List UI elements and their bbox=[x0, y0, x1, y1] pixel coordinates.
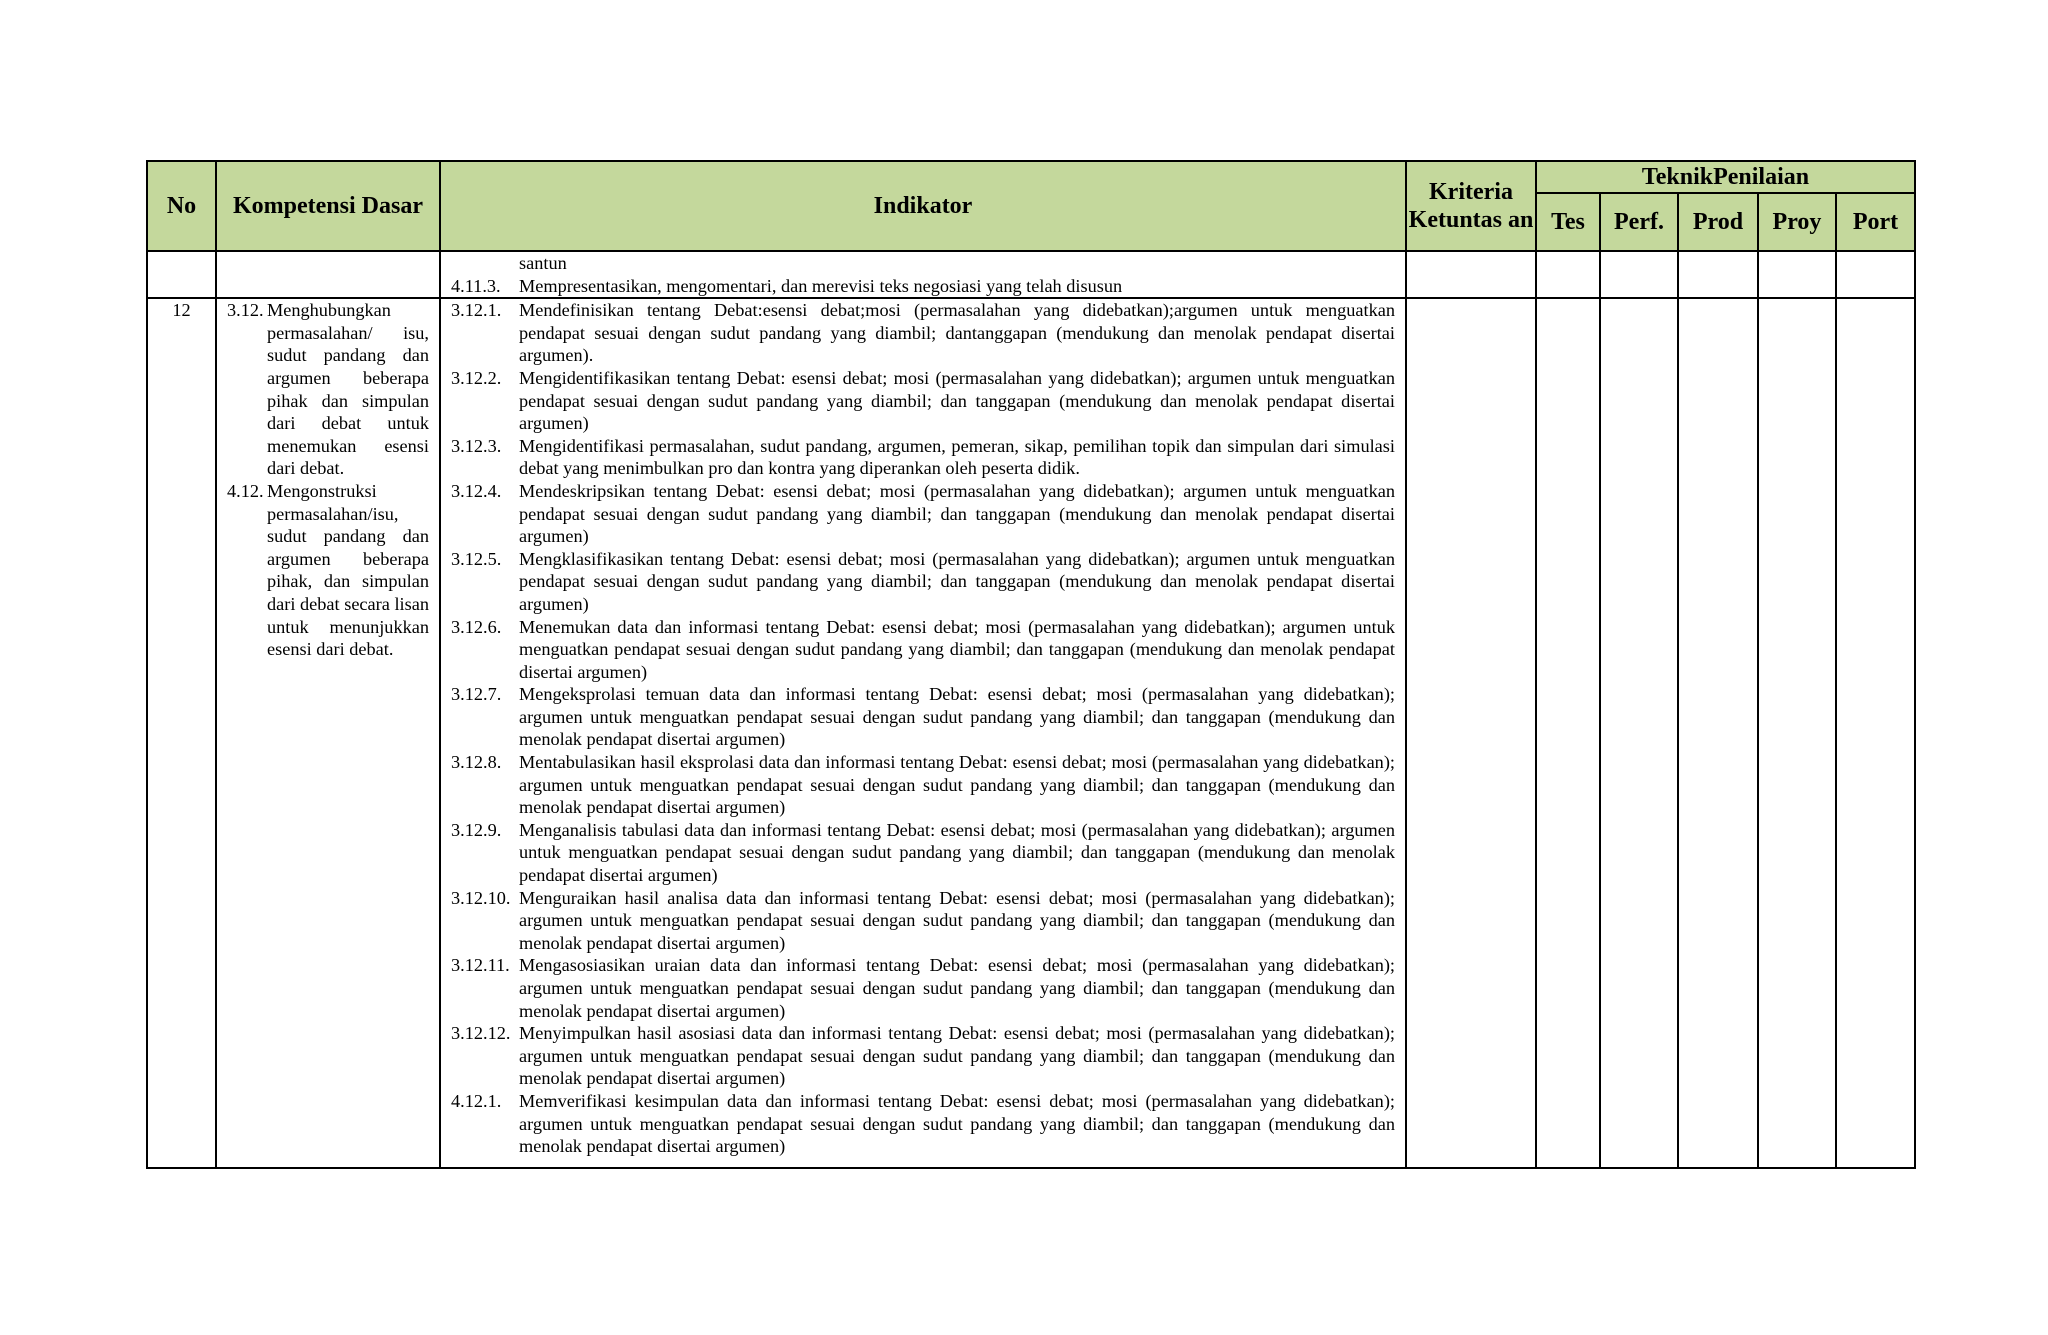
indicator-text: Menemukan data dan informasi tentang Debat: esensi debat; mosi (permasalahan yang didebatkan); argumen untuk menguatkan pendapat sesuai dengan sudut pandang yang diambil; dan tanggapan (mendukung dan menolak pendapat disertai argumen) bbox=[519, 616, 1395, 682]
indicator-carry-text: santun bbox=[519, 253, 567, 273]
kriteria-cell bbox=[1406, 251, 1536, 298]
indicator-number: 3.12.7. bbox=[451, 684, 502, 705]
indicator-item bbox=[451, 299, 1395, 367]
header-kompetensi-dasar: Kompetensi Dasar bbox=[216, 161, 440, 251]
indicator-item bbox=[451, 1090, 1395, 1158]
indicator-text: Menyimpulkan hasil asosiasi data dan informasi tentang Debat: esensi debat; mosi (permasalahan yang didebatkan); argumen untuk menguatkan pendapat sesuai dengan sudut pandang yang diambil; dan tanggapan (mendukung dan menolak pendapat disertai argumen) bbox=[519, 1023, 1395, 1089]
row-number: 12 bbox=[147, 298, 216, 1168]
header-prod: Prod bbox=[1678, 193, 1758, 251]
indicator-number: 3.12.4. bbox=[451, 480, 502, 501]
indikator-cell bbox=[440, 251, 1406, 298]
kompetensi-text: Mengonstruksi permasalahan/isu, sudut pandang dan argumen beberapa pihak, dan simpulan dari debat secara lisan untuk menunjukkan esensi dari debat. bbox=[267, 480, 429, 660]
kompetensi-number: 3.12. bbox=[227, 300, 264, 321]
indicator-item bbox=[451, 1022, 1395, 1090]
indicator-item bbox=[451, 751, 1395, 819]
header-kriteria-ketuntasan: Kriteria Ketuntas an bbox=[1406, 161, 1536, 251]
table-row-continuation bbox=[147, 251, 1915, 298]
prod-cell bbox=[1678, 298, 1758, 1168]
indicator-item bbox=[451, 548, 1395, 616]
indicator-text: Mempresentasikan, mengomentari, dan merevisi teks negosiasi yang telah disusun bbox=[519, 275, 1123, 296]
indicator-item bbox=[451, 616, 1395, 684]
indicator-item bbox=[451, 367, 1395, 435]
indicator-text: Mengidentifikasikan tentang Debat: esensi debat; mosi (permasalahan yang didebatkan); argumen untuk menguatkan pendapat sesuai dengan sudut pandang yang diambil; dan tanggapan (mendukung dan menolak pendapat disertai argumen) bbox=[519, 367, 1395, 434]
indicator-item bbox=[451, 275, 1395, 298]
indikator-cell bbox=[440, 298, 1406, 1168]
indicator-item bbox=[451, 683, 1395, 751]
indicator-item bbox=[451, 435, 1395, 480]
header-tes: Tes bbox=[1536, 193, 1600, 251]
indicator-number: 3.12.6. bbox=[451, 616, 502, 637]
proy-cell bbox=[1758, 298, 1836, 1168]
indicator-text: Menguraikan hasil analisa data dan informasi tentang Debat: esensi debat; mosi (permasalahan yang didebatkan); argumen untuk menguatkan pendapat sesuai dengan sudut pandang yang diambil; dan tanggapan (mendukung dan menolak pendapat disertai argumen) bbox=[519, 887, 1395, 953]
indicator-item bbox=[451, 480, 1395, 548]
kompetensi-item bbox=[227, 299, 429, 480]
indicator-text: Mengasosiasikan uraian data dan informasi tentang Debat: esensi debat; mosi (permasalahan yang didebatkan); argumen untuk menguatkan pendapat sesuai dengan sudut pandang yang diambil; dan tanggapan (mendukung dan menolak pendapat disertai argumen) bbox=[519, 955, 1395, 1021]
indicator-number: 3.12.8. bbox=[451, 752, 502, 773]
kompetensi-number: 4.12. bbox=[227, 480, 264, 501]
indicator-number: 4.12.1. bbox=[451, 1090, 502, 1111]
indicator-number: 3.12.2. bbox=[451, 367, 502, 388]
assessment-table bbox=[146, 160, 1916, 1169]
kriteria-cell bbox=[1406, 298, 1536, 1168]
indicator-number: 3.12.3. bbox=[451, 435, 502, 456]
prod-cell bbox=[1678, 251, 1758, 298]
header-indikator: Indikator bbox=[440, 161, 1406, 251]
indicator-number: 3.12.12. bbox=[451, 1023, 511, 1044]
indicator-text: Mentabulasikan hasil eksprolasi data dan informasi tentang Debat: esensi debat; mosi (permasalahan yang didebatkan); argumen untuk menguatkan pendapat sesuai dengan sudut pandang yang diambil; dan tanggapan (mendukung dan menolak pendapat disertai argumen) bbox=[519, 752, 1395, 818]
indicator-text: Mengklasifikasikan tentang Debat: esensi debat; mosi (permasalahan yang didebatkan); argumen untuk menguatkan pendapat sesuai dengan sudut pandang yang diambil; dan tanggapan (mendukung dan menolak pendapat disertai argumen) bbox=[519, 548, 1395, 614]
indicator-number: 3.12.9. bbox=[451, 819, 502, 840]
indicator-number: 3.12.10. bbox=[451, 887, 511, 908]
port-cell bbox=[1836, 251, 1915, 298]
header-teknik-penilaian: TeknikPenilaian bbox=[1536, 161, 1915, 193]
kompetensi-cell bbox=[216, 251, 440, 298]
header-port: Port bbox=[1836, 193, 1915, 251]
proy-cell bbox=[1758, 251, 1836, 298]
tes-cell bbox=[1536, 298, 1600, 1168]
kompetensi-item bbox=[227, 480, 429, 661]
no-cell bbox=[147, 251, 216, 298]
indicator-text: Mengidentifikasi permasalahan, sudut pandang, argumen, pemeran, sikap, pemilihan topik dan simpulan dari simulasi debat yang menimbulkan pro dan kontra yang diperankan oleh peserta didik. bbox=[519, 435, 1395, 479]
indicator-number: 3.12.5. bbox=[451, 548, 502, 569]
indicator-text: Memverifikasi kesimpulan data dan informasi tentang Debat: esensi debat; mosi (permasalahan yang didebatkan); argumen untuk menguatkan pendapat sesuai dengan sudut pandang yang diambil; dan tanggapan (mendukung dan menolak pendapat disertai argumen) bbox=[519, 1090, 1395, 1157]
indicator-text: Mengeksprolasi temuan data dan informasi tentang Debat: esensi debat; mosi (permasalahan yang didebatkan); argumen untuk menguatkan pendapat sesuai dengan sudut pandang yang diambil; dan tanggapan (mendukung dan menolak pendapat disertai argumen) bbox=[519, 684, 1395, 750]
indicator-item bbox=[451, 819, 1395, 887]
kompetensi-text: Menghubungkan permasalahan/ isu, sudut pandang dan argumen beberapa pihak dan simpulan dari debat untuk menemukan esensi dari debat. bbox=[267, 300, 429, 479]
port-cell bbox=[1836, 298, 1915, 1168]
table-row-12 bbox=[147, 298, 1915, 1168]
indicator-number: 4.11.3. bbox=[451, 275, 501, 296]
indicator-text: Mendeskripsikan tentang Debat: esensi debat; mosi (permasalahan yang didebatkan); argumen untuk menguatkan pendapat sesuai dengan sudut pandang yang diambil; dan tanggapan (mendukung dan menolak pendapat disertai argumen) bbox=[519, 480, 1395, 547]
perf-cell bbox=[1600, 251, 1678, 298]
indicator-text: Mendefinisikan tentang Debat:esensi debat;mosi (permasalahan yang didebatkan);argumen untuk menguatkan pendapat sesuai dengan sudut pandang yang diambil; dantanggapan (mendukung dan menolak pendapat disertai argumen). bbox=[519, 300, 1395, 366]
indicator-item bbox=[451, 954, 1395, 1022]
indicator-number: 3.12.1. bbox=[451, 300, 502, 321]
indicator-text: Menganalisis tabulasi data dan informasi tentang Debat: esensi debat; mosi (permasalahan yang didebatkan); argumen untuk menguatkan pendapat sesuai dengan sudut pandang yang diambil; dan tanggapan (mendukung dan menolak pendapat disertai argumen) bbox=[519, 819, 1395, 886]
tes-cell bbox=[1536, 251, 1600, 298]
header-perf: Perf. bbox=[1600, 193, 1678, 251]
indicator-number: 3.12.11. bbox=[451, 955, 510, 976]
perf-cell bbox=[1600, 298, 1678, 1168]
indicator-item bbox=[451, 887, 1395, 955]
header-no: No bbox=[147, 161, 216, 251]
kompetensi-cell bbox=[216, 298, 440, 1168]
header-proy: Proy bbox=[1758, 193, 1836, 251]
